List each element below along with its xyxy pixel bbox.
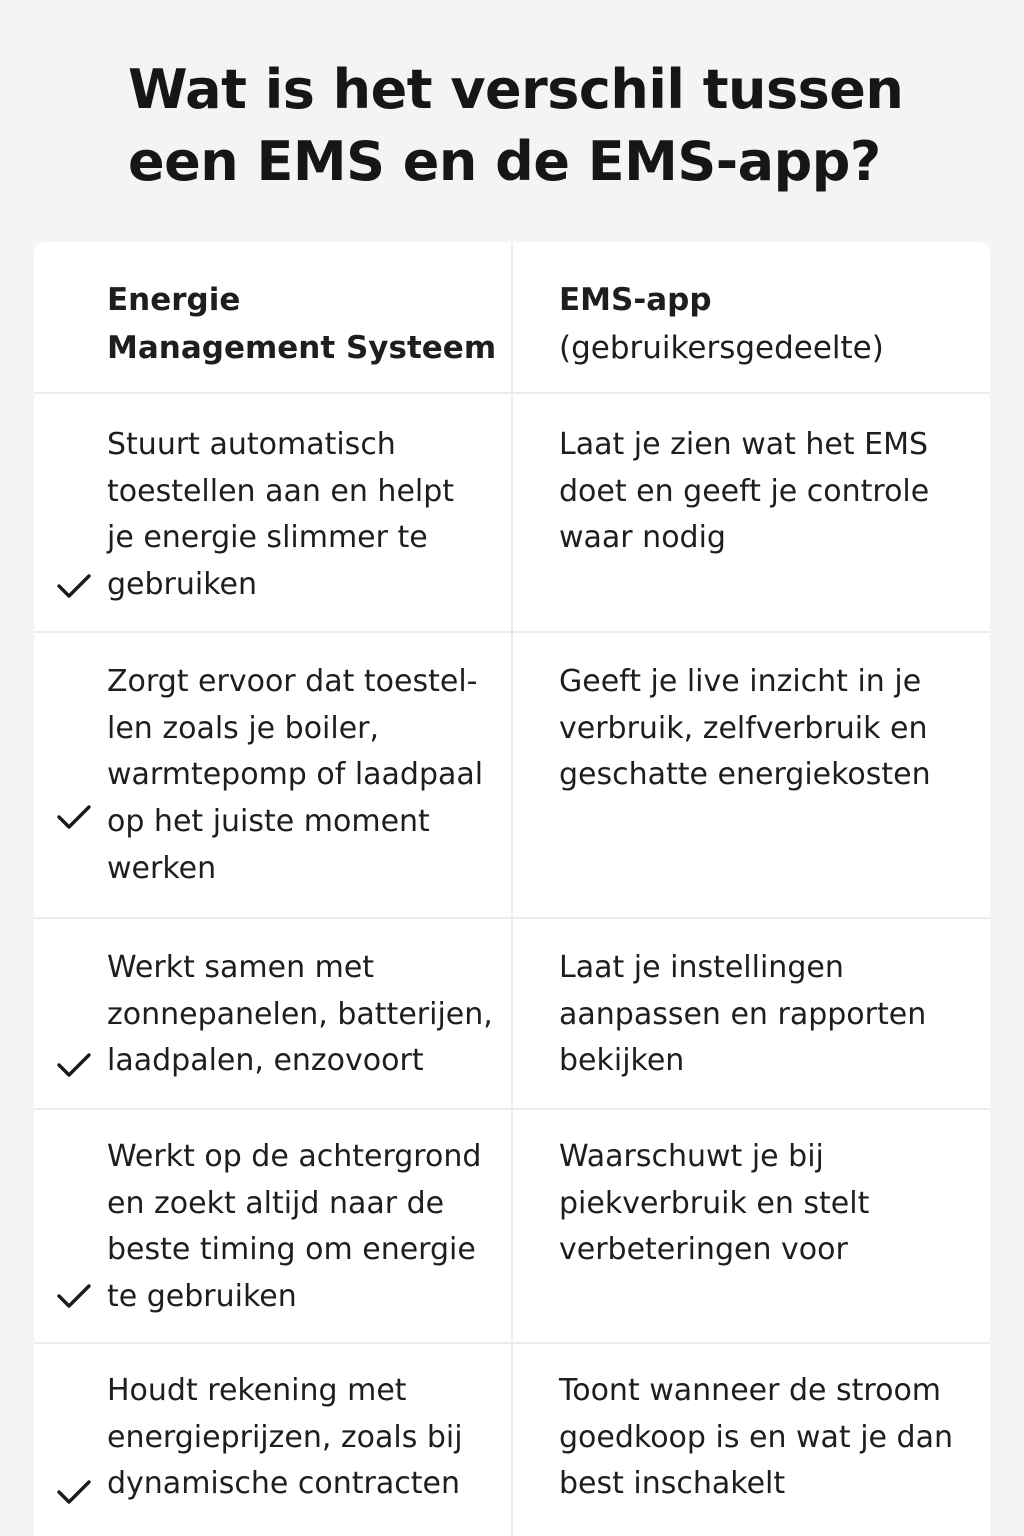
ems-cell-line: gebruiken	[107, 567, 257, 603]
ems-app-cell	[559, 1368, 984, 1508]
ems-cell-line: Werkt samen met	[107, 950, 375, 985]
ems-cell-line: zonnepanelen, batterijen,	[107, 996, 493, 1032]
ems-cell-line: toestellen aan en helpt	[107, 473, 455, 509]
checkmark-icon	[56, 803, 92, 831]
page-title-line-1: Wat is het verschil tussen	[128, 58, 904, 121]
ems-app-cell-line: aanpassen en rapporten	[559, 996, 927, 1032]
ems-app-cell-line: Waarschuwt je bij	[559, 1139, 824, 1174]
ems-app-cell	[559, 945, 984, 1085]
table-row	[34, 1110, 990, 1344]
ems-cell-line: energieprijzen, zoals bij	[107, 1419, 463, 1455]
header-ems-line: Energie	[107, 282, 241, 318]
header-ems-app-line: (gebruikersgedeelte)	[559, 330, 884, 366]
header-ems-line: Management Systeem	[107, 330, 497, 366]
ems-cell-line: en zoekt altijd naar de	[107, 1185, 445, 1221]
table-row	[34, 1344, 990, 1536]
ems-cell	[107, 1134, 507, 1321]
ems-app-cell-line: doet en geeft je controle	[559, 473, 930, 509]
ems-app-cell	[559, 422, 984, 562]
ems-cell-line: werken	[107, 850, 217, 886]
checkmark-icon	[56, 1051, 92, 1079]
comparison-table	[34, 242, 990, 1536]
ems-app-cell-line: geschatte energiekosten	[559, 757, 931, 793]
table-row	[34, 919, 990, 1110]
ems-cell-line: te gebruiken	[107, 1279, 297, 1315]
ems-cell	[107, 945, 507, 1085]
table-row	[34, 633, 990, 919]
ems-app-cell-line: verbeteringen voor	[559, 1232, 848, 1268]
ems-cell-line: len zoals je boiler,	[107, 710, 380, 746]
ems-cell-line: Stuurt automatisch	[107, 427, 396, 462]
header-ems-app	[559, 276, 984, 372]
ems-cell-line: je energie slimmer te	[107, 520, 428, 556]
ems-app-cell-line: best inschakelt	[559, 1466, 786, 1502]
checkmark-icon	[56, 1478, 92, 1506]
page-title	[128, 54, 988, 198]
ems-cell-line: op het juiste moment	[107, 804, 430, 840]
table-header-row	[34, 242, 990, 394]
ems-app-cell-line: Laat je zien wat het EMS	[559, 427, 929, 462]
ems-app-cell-line: piekverbruik en stelt	[559, 1185, 870, 1221]
ems-app-cell-line: Laat je instellingen	[559, 950, 844, 985]
ems-cell	[107, 1368, 507, 1508]
page-title-line-2: een EMS en de EMS-app?	[128, 130, 881, 193]
ems-cell-line: Zorgt ervoor dat toestel-	[107, 664, 478, 699]
ems-app-cell-line: verbruik, zelfverbruik en	[559, 710, 928, 746]
ems-cell	[107, 659, 507, 893]
ems-app-cell-line: Geeft je live inzicht in je	[559, 664, 922, 699]
ems-cell-line: laadpalen, enzovoort	[107, 1043, 424, 1079]
ems-app-cell-line: Toont wanneer de stroom	[559, 1373, 942, 1408]
ems-app-cell	[559, 659, 984, 799]
ems-cell	[107, 422, 507, 609]
ems-cell-line: beste timing om energie	[107, 1232, 476, 1268]
ems-cell-line: Werkt op de achtergrond	[107, 1139, 482, 1174]
ems-app-cell-line: bekijken	[559, 1043, 685, 1079]
ems-cell-line: warmtepomp of laadpaal	[107, 757, 484, 793]
ems-app-cell-line: waar nodig	[559, 520, 726, 556]
header-ems	[107, 276, 507, 372]
ems-app-cell-line: goedkoop is en wat je dan	[559, 1419, 953, 1455]
ems-cell-line: dynamische contracten	[107, 1466, 460, 1502]
header-ems-app-line: EMS-app	[559, 282, 712, 318]
ems-cell-line: Houdt rekening met	[107, 1373, 407, 1408]
ems-app-cell	[559, 1134, 984, 1274]
checkmark-icon	[56, 572, 92, 600]
checkmark-icon	[56, 1282, 92, 1310]
table-row	[34, 394, 990, 633]
